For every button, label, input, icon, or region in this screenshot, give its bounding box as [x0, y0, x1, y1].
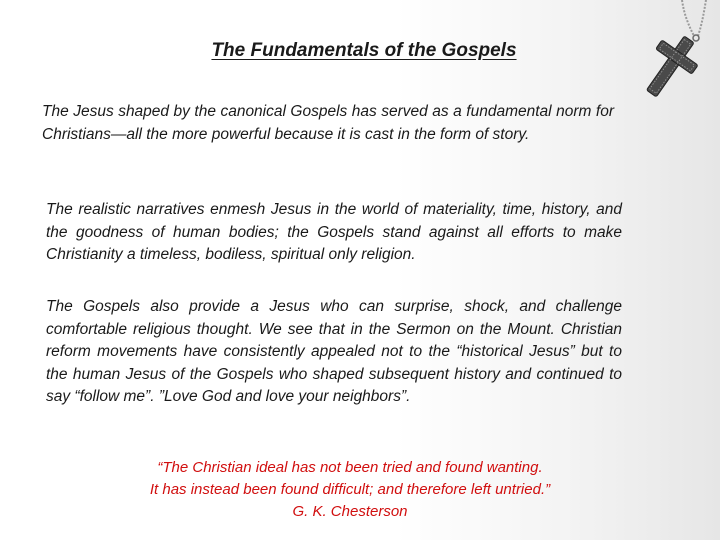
cross-pendant-icon — [622, 0, 720, 110]
paragraph-1: The Jesus shaped by the canonical Gospels has served as a fundamental norm for Christians—all the more powerful because it is cast in the form of story. — [42, 103, 614, 143]
paragraph-3: The Gospels also provide a Jesus who can surprise, shock, and challenge comfortable religious thought. We see that in the Sermon on the Mount. Christian reform movements have consistently appealed not to the “historical Jesus” but to the human Jesus of the Gospels who shaped subsequent history and continued to say “follow me”. ”Love God and love your neighbors”. — [46, 298, 622, 405]
quote-line-2: It has instead been found difficult; and therefore left untried.” — [149, 481, 551, 498]
slide-title: The Fundamentals of the Gospels — [211, 40, 517, 61]
quote-line-1: “The Christian ideal has not been tried and found wanting. — [157, 459, 543, 476]
paragraph-2: The realistic narratives enmesh Jesus in the world of materiality, time, history, and the goodness of human bodies; the Gospels stand against all efforts to make Christianity a timeless, bodiless, spiritual only religion. — [46, 201, 622, 263]
chesterton-quote — [40, 457, 660, 523]
quote-author: G. K. Chesterson — [292, 503, 408, 520]
